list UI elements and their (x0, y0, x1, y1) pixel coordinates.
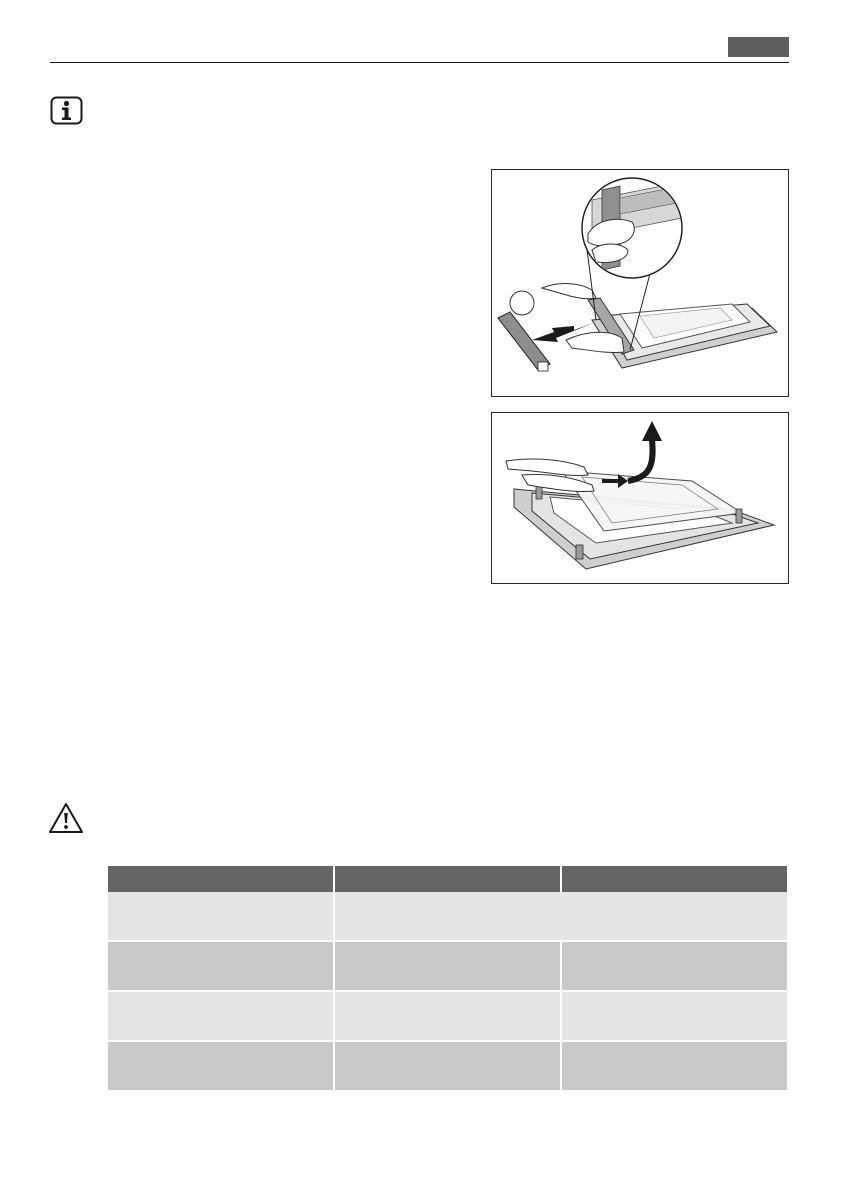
header-rule (50, 62, 789, 63)
figure-remove-glass-panel (491, 412, 789, 584)
table-header-cell (334, 866, 561, 892)
table-header-row (108, 866, 787, 892)
figure-remove-door-trim (491, 169, 789, 397)
table-cell (561, 991, 787, 1041)
table-cell (334, 941, 561, 991)
table-header-cell (561, 866, 787, 892)
table-row (108, 991, 787, 1041)
table-cell (108, 941, 334, 991)
table-header-cell (108, 866, 334, 892)
table-cell (334, 1041, 561, 1090)
table-row (108, 892, 787, 941)
table-row (108, 1041, 787, 1090)
spec-table (108, 866, 787, 1090)
table-cell (561, 1041, 787, 1090)
table-cell (108, 1041, 334, 1090)
table-cell (108, 991, 334, 1041)
language-tab (728, 37, 789, 57)
info-icon (50, 96, 83, 125)
table-cell (108, 892, 334, 941)
table-row (108, 941, 787, 991)
table-cell (334, 991, 561, 1041)
table-cell (561, 941, 787, 991)
warning-triangle-icon (48, 802, 84, 835)
table-cell-merged (334, 892, 787, 941)
